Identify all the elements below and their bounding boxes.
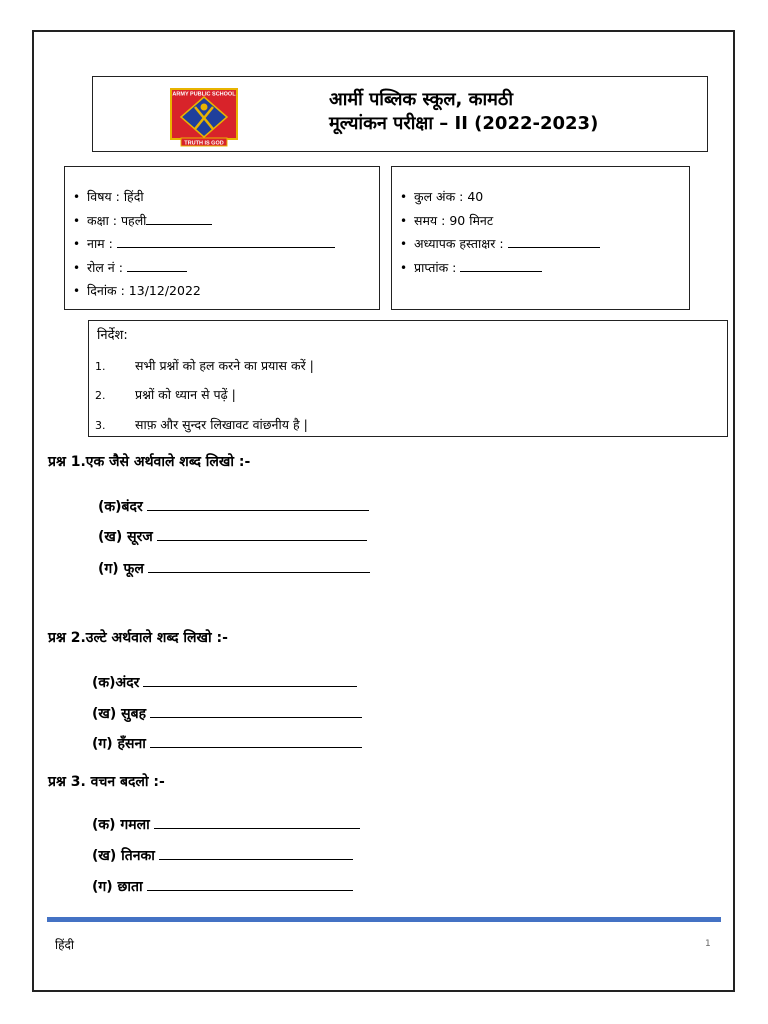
answer-blank[interactable] [150, 733, 362, 748]
logo-motto: TRUTH IS GOD [184, 140, 224, 147]
question-2-answer-ga: (ग) हँसना [92, 733, 362, 753]
class-field: • कक्षा : पहली [73, 213, 335, 237]
instruction-item: 2. प्रश्नों को ध्यान से पढ़ें | [95, 387, 236, 402]
subject-field: • विषय : हिंदी [73, 189, 335, 213]
header-box [92, 76, 708, 152]
question-3-answer-ka: (क) गमला [92, 814, 360, 834]
instructions-title: निर्देश: [97, 328, 128, 343]
page-number: 1 [705, 939, 711, 949]
question-1-title: प्रश्न 1.एक जैसे अर्थवाले शब्द लिखो :- [48, 454, 251, 470]
date-field: • दिनांक : 13/12/2022 [73, 283, 335, 307]
marks-obtained-blank[interactable] [460, 260, 542, 272]
logo-top-text: ARMY PUBLIC SCHOOL [172, 91, 236, 98]
question-2-title: प्रश्न 2.उल्टे अर्थवाले शब्द लिखो :- [48, 630, 228, 646]
roll-number-field: • रोल नं : [73, 260, 335, 284]
time-field: • समय : 90 मिनट [400, 213, 600, 237]
instruction-item: 1. सभी प्रश्नों को हल करने का प्रयास करें | [95, 358, 314, 373]
total-marks-field: • कुल अंक : 40 [400, 189, 600, 213]
school-name: आर्मी पब्लिक स्कूल, कामठी [329, 89, 514, 110]
answer-blank[interactable] [147, 876, 353, 891]
answer-blank[interactable] [147, 496, 369, 511]
answer-blank[interactable] [159, 845, 353, 860]
question-2-answer-ka: (क)अंदर [92, 672, 357, 692]
exam-info-box [391, 166, 690, 310]
roll-number-blank[interactable] [127, 260, 187, 272]
question-1-answer-ga: (ग) फूल [98, 558, 370, 578]
exam-title: मूल्यांकन परीक्षा – II (2022-2023) [329, 113, 599, 134]
school-logo [159, 85, 249, 147]
name-blank[interactable] [117, 236, 335, 248]
footer-bar [47, 917, 721, 922]
instruction-item: 3. साफ़ और सुन्दर लिखावट वांछनीय है | [95, 417, 308, 432]
instructions-box [88, 320, 728, 437]
question-1-answer-kha: (ख) सूरज [98, 526, 367, 546]
marks-obtained-field: • प्राप्तांक : [400, 260, 600, 284]
footer-subject: हिंदी [55, 938, 74, 952]
answer-blank[interactable] [150, 703, 362, 718]
answer-blank[interactable] [148, 558, 370, 573]
name-field: • नाम : [73, 236, 335, 260]
answer-blank[interactable] [157, 526, 367, 541]
teacher-signature-field: • अध्यापक हस्ताक्षर : [400, 236, 600, 260]
answer-blank[interactable] [154, 814, 360, 829]
question-3-answer-ga: (ग) छाता [92, 876, 353, 896]
teacher-signature-blank[interactable] [508, 236, 600, 248]
question-3-title: प्रश्न 3. वचन बदलो :- [48, 774, 165, 790]
question-2-answer-kha: (ख) सुबह [92, 703, 362, 723]
question-3-answer-kha: (ख) तिनका [92, 845, 353, 865]
question-1-answer-ka: (क)बंदर [98, 496, 369, 516]
answer-blank[interactable] [143, 672, 357, 687]
student-info-box [64, 166, 380, 310]
class-blank[interactable] [146, 213, 212, 225]
